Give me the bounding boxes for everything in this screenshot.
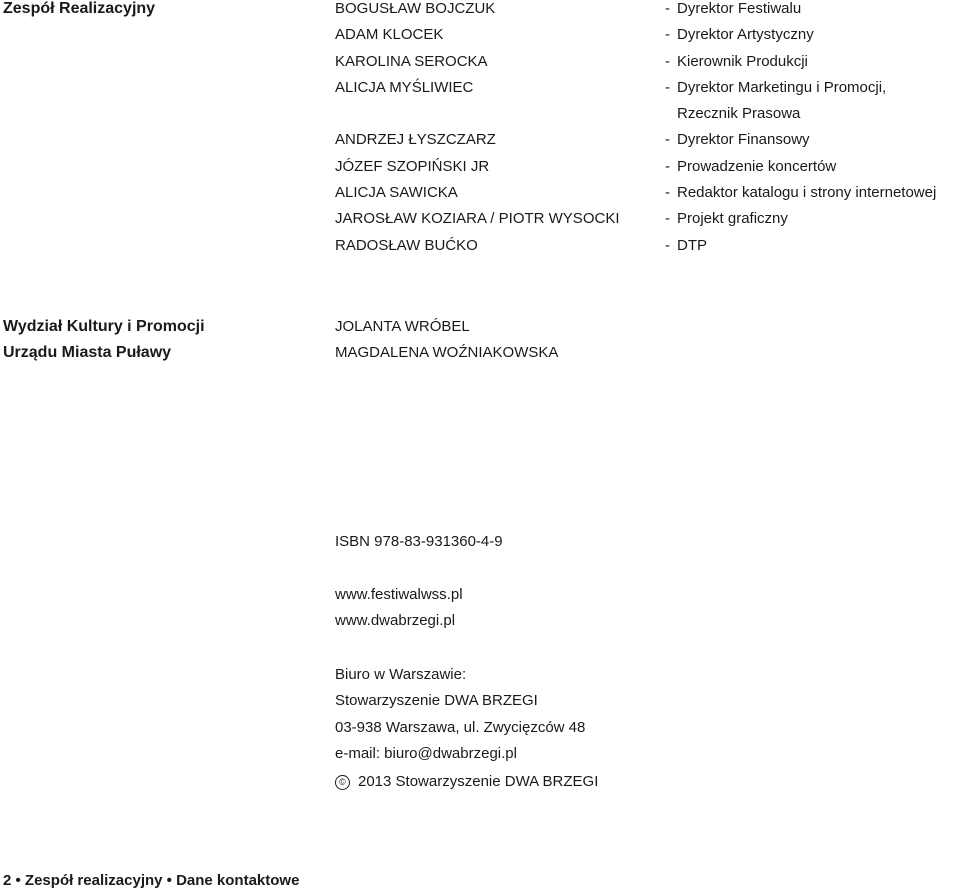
department-names-column	[335, 314, 558, 367]
website-link[interactable]: www.festiwalwss.pl	[335, 586, 463, 603]
role-text: DTP	[677, 236, 707, 254]
member-role	[665, 154, 936, 180]
dash: -	[665, 210, 670, 228]
department-member: JOLANTA WRÓBEL	[335, 318, 470, 335]
member-role	[665, 206, 936, 232]
copyright	[335, 769, 598, 795]
role-text: Kierownik Produkcji	[677, 52, 808, 70]
office-title: Biuro w Warszawie:	[335, 666, 467, 683]
member-role	[665, 127, 936, 153]
member-role	[665, 0, 936, 22]
role-text: Dyrektor Artystyczny	[677, 26, 814, 44]
spacer	[335, 101, 620, 127]
member-role	[665, 22, 936, 48]
dash: -	[665, 131, 670, 149]
website-link[interactable]: www.dwabrzegi.pl	[335, 612, 456, 629]
role-text: Dyrektor Finansowy	[677, 131, 810, 149]
department-member: MAGDALENA WOŹNIAKOWSKA	[335, 344, 559, 362]
dash: -	[665, 0, 670, 17]
member-name: JÓZEF SZOPIŃSKI JR	[335, 157, 490, 175]
dash: -	[665, 236, 670, 254]
member-name: JAROSŁAW KOZIARA / PIOTR WYSOCKI	[335, 210, 620, 228]
role-text: Dyrektor Festiwalu	[677, 0, 802, 17]
department-heading-line2: Urządu Miasta Puławy	[3, 344, 172, 361]
dash: -	[665, 184, 670, 202]
office-email[interactable]: e-mail: biuro@dwabrzegi.pl	[335, 745, 517, 762]
member-name: KAROLINA SEROCKA	[335, 52, 488, 70]
isbn: ISBN 978-83-931360-4-9	[335, 533, 503, 550]
page-footer: 2 • Zespół realizacyjny • Dane kontaktowe	[3, 872, 300, 889]
team-names-column	[335, 0, 620, 259]
department-heading-line1: Wydział Kultury i Promocji	[3, 318, 205, 335]
team-heading: Zespół Realizacyjny	[3, 0, 156, 17]
member-role-continued: Rzecznik Prasowa	[677, 105, 801, 123]
member-name: RADOSŁAW BUĆKO	[335, 236, 478, 254]
dash: -	[665, 26, 670, 44]
member-name: ALICJA MYŚLIWIEC	[335, 78, 474, 96]
dash: -	[665, 78, 670, 96]
member-name: ANDRZEJ ŁYSZCZARZ	[335, 131, 496, 149]
member-name: BOGUSŁAW BOJCZUK	[335, 0, 496, 17]
role-text: Redaktor katalogu i strony internetowej	[677, 184, 937, 202]
office-address: 03-938 Warszawa, ul. Zwycięzców 48	[335, 719, 586, 736]
member-role	[665, 233, 936, 259]
member-name: ALICJA SAWICKA	[335, 184, 458, 202]
office-org: Stowarzyszenie DWA BRZEGI	[335, 692, 538, 709]
copyright-text: 2013 Stowarzyszenie DWA BRZEGI	[358, 773, 599, 790]
member-role	[665, 180, 936, 206]
role-text: Prowadzenie koncertów	[677, 157, 837, 175]
member-role	[665, 49, 936, 75]
copyright-icon: ©	[335, 775, 350, 790]
role-text: Dyrektor Marketingu i Promocji,	[677, 78, 887, 96]
dash: -	[665, 52, 670, 70]
team-roles-column	[665, 0, 936, 259]
role-text: Projekt graficzny	[677, 210, 788, 228]
member-name: ADAM KLOCEK	[335, 26, 444, 44]
member-role	[665, 75, 936, 101]
dash: -	[665, 157, 670, 175]
